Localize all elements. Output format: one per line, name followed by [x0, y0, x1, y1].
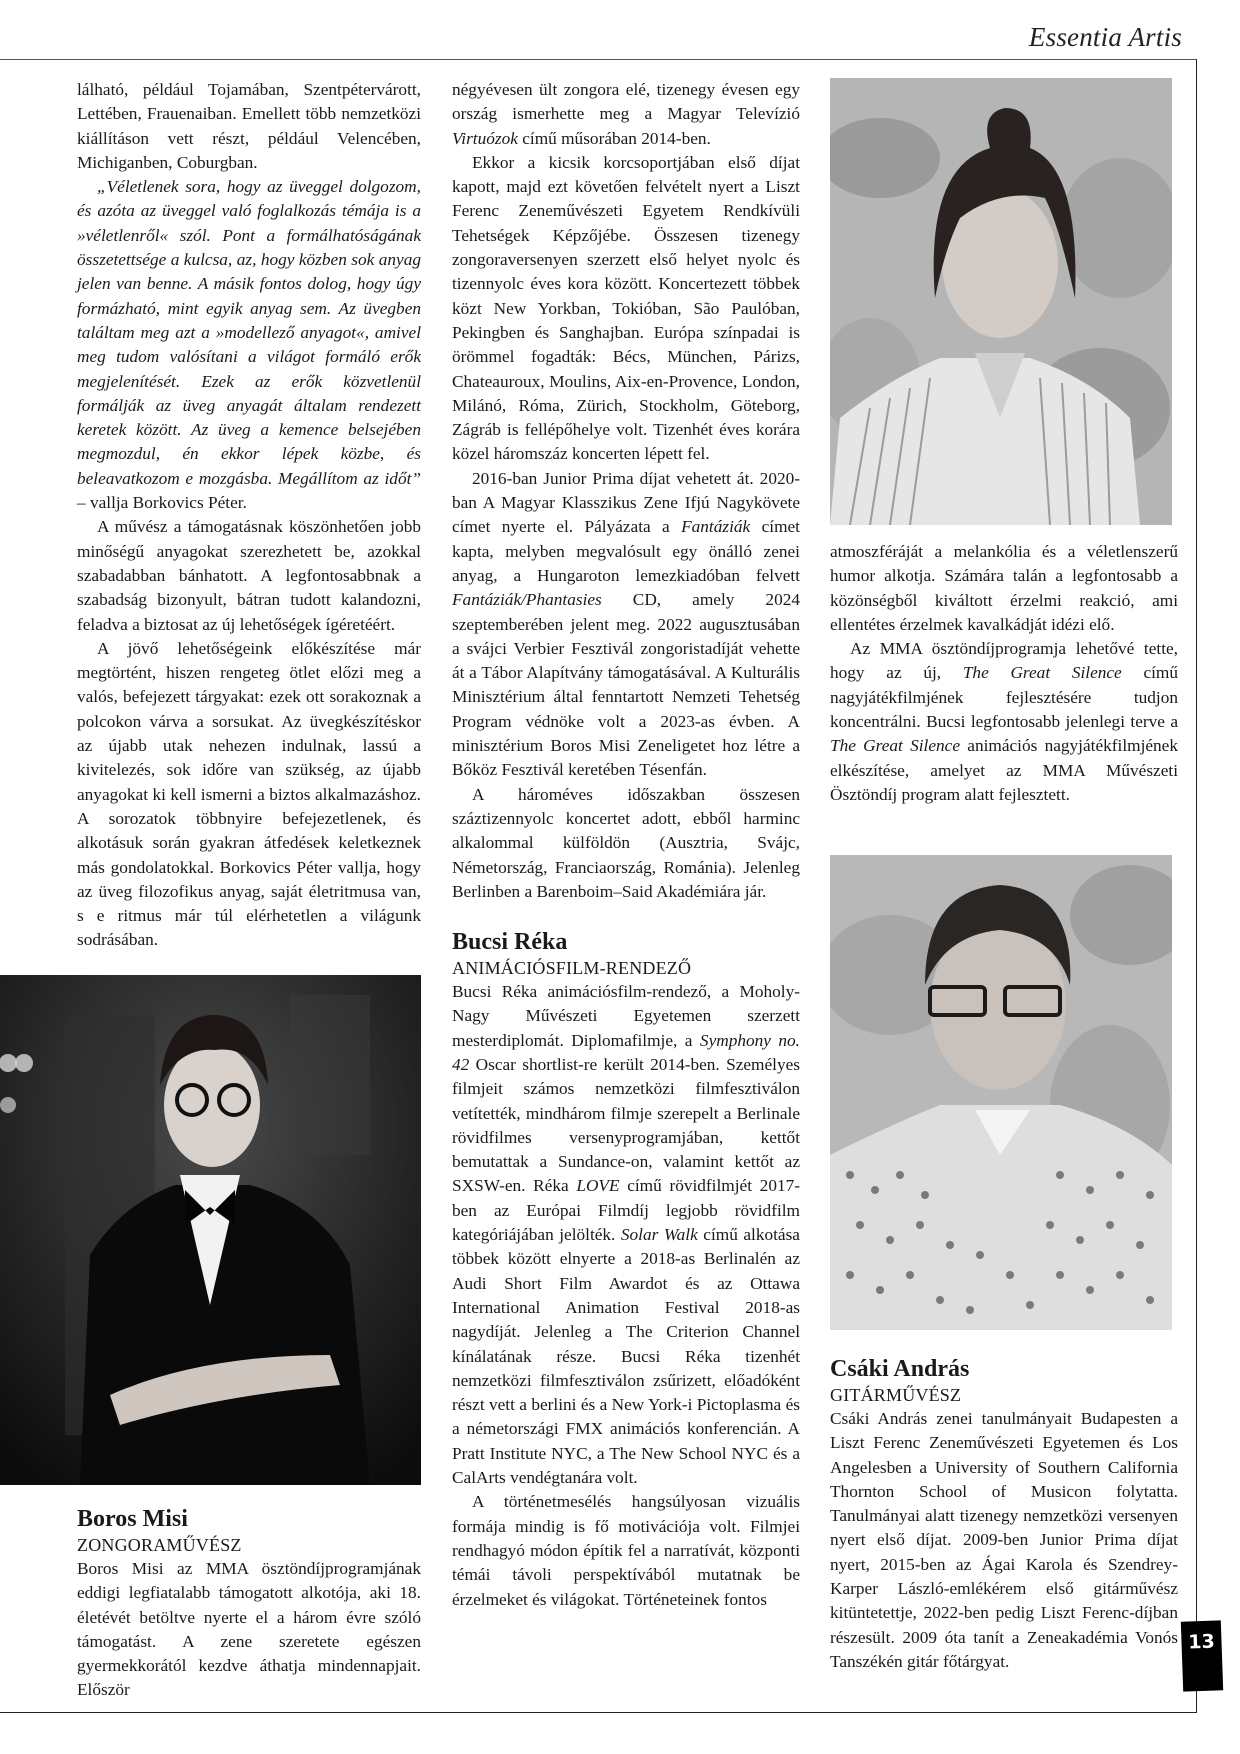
text-run: – vallja Borkovics Péter.: [77, 493, 247, 513]
text-run: CD, amely 2024 szeptemberében jelent meg. 2022 augusztusában a svájci Verbier Fesztivál zongoristadíját vehette át a Tábor Alapítvány támogatásával. A Kulturális Minisztérium által fenntartott Nemzeti Tehetség Program védnöke volt a 2023-as évben. A minisztérium Boros Misi Zeneligetet hoz létre a Bőköz Fesztivál keretében Tésenfán.: [452, 590, 800, 780]
italic-title: Virtuózok: [452, 128, 518, 148]
text-run: című műsorában 2014-ben.: [517, 128, 711, 148]
profile-intro: Boros Misi az MMA ösztöndíjprogramjának eddigi legfiatalabb támogatott alkotója, aki 18. életévét betöltve nyerte el a három évre szóló támogatást. A zene szeretete egészen gyermekkorától kezdve áthatja mindennapjait. Először: [77, 1559, 421, 1700]
text-run: atmoszféráját a melankólia és a véletlenszerű humor alkotja. Számára talán a legfontosabb a közönségből kiváltott érzelmi reakció, ami ellentétes érzelmek kavalkádját idézi elő.: [830, 542, 1178, 634]
column-2: [452, 78, 800, 1612]
text-run: négyévesen ült zongora elé, tizenegy évesen egy ország ismerhette meg a Magyar Televízió: [452, 80, 800, 124]
paragraph: [77, 175, 421, 515]
paragraph: [77, 637, 421, 953]
paragraph: [452, 783, 800, 904]
text-run: A történetmesélés hangsúlyosan vizuális formája mindig is fő motivációja volt. Filmjei rendhagyó módon építik fel a narratívát, központi témái távoli perspektívából mutatnak be érzelmeket és világokat. Történeteinek fontos: [452, 1492, 800, 1609]
profile-name-bucsi-reka: Bucsi Réka: [452, 929, 568, 956]
italic-title: The Great Silence: [962, 663, 1122, 683]
article-text: [77, 78, 421, 953]
paragraph: [77, 78, 421, 175]
text-run: Az MMA ösztöndíjprogramja lehetővé tette, hogy az új,: [830, 639, 1178, 683]
photo-bucsi-reka: [830, 78, 1172, 525]
portrait-image: [830, 855, 1172, 1330]
text-run: Csáki András zenei tanulmányait Budapesten a Liszt Ferenc Zeneművészeti Egyetemen és Los Angelesben a University of Southern California Thornton School of Musicon folytatta. Tanulmányai alatt tizenegy nemzetközi versenyen nyert első díjat. 2009-ben Junior Prima díjat nyert, 2015-ben az Ágai Karola és Szendrey-Karper László-emlékérem első gitárművész kitüntetettje, 2022-ben pedig Liszt Ferenc-díjban részesült. 2009 óta tanít a Zeneakadémia Vonós Tanszékén gitár főtárgyat.: [830, 1409, 1178, 1671]
paragraph: [452, 1490, 800, 1611]
paragraph: [77, 515, 421, 636]
text-run: A jövő lehetőségeink előkészítése már megtörtént, hiszen rengeteg ötlet előzi meg a valós, befejezett tárgyakat: ezek ott sorakoznak a polcokon várva a sorsukat. Az üvegkészítéskor az újabb utak nehezen indulnak, lassú a kivitelezés, sok időre van szükség, az újabb anyagokat ki kell ismerni a biztos alkalmazáshoz. A sorozatok többnyire befejezetlenek, és alkotásuk során gyakran átfedések keletkeznek más gondolatokkal. Borkovics Péter vallja, hogy az üveg filozofikus anyag, saját életritmusa van, s e ritmus már túl elérhetetlen a világunk sodrásában.: [77, 638, 421, 950]
text-run: Bucsi Réka animációsfilm-rendező, a Moholy-Nagy Művészeti Egyetemen szerzett mesterdiplomát. Diplomafilmje, a: [452, 982, 800, 1050]
column-1-article-continuation: [77, 78, 421, 953]
bucsi-reka-bio-continued: [830, 540, 1178, 807]
portrait-image: [830, 78, 1172, 525]
italic-title: Fantáziák/Phantasies: [452, 590, 602, 610]
paragraph: [830, 637, 1178, 807]
text-run: című alkotása többek között elnyerte a 2018-as Berlinalén az Audi Short Film Awardot és az Ottawa International Animation Festival 2018-as nagydíját. Jelenleg a The Criterion Channel kínálatának része. Bucsi Réka tizenhét nemzetközi filmfesztiválon zsűrizett, előadóként részt vett a berlini és a New York-i Pictoplasma és a németországi FMX animációs konferencián. A Pratt Institute NYC, a The New School NYC és a CalArts vendégtanára volt.: [452, 1225, 800, 1488]
paragraph: [452, 980, 800, 1490]
boros-misi-bio-continued: [452, 78, 800, 904]
text-run: A hároméves időszakban összesen száztizennyolc koncertet adott, ebből harminc alkalommal külföldön (Ausztria, Svájc, Németország, Franciaország, Románia). Jelenleg Berlinben a Barenboim–Said Akadémiára jár.: [452, 784, 800, 901]
paragraph: [830, 1407, 1178, 1674]
text-run: Oscar shortlist-re került 2014-ben. Személyes filmjeit számos nemzetközi filmfesztiválon vetítették, mindhárom filmje szerepelt a Berlinale rövidfilmes versenyprogramjában, kettőt bemutattak a Sundance-on, valamint kettőt az SXSW-en. Réka: [452, 1054, 800, 1196]
profile-boros-misi: [77, 1505, 421, 1703]
text-run: 2016-ban Junior Prima díjat vehetett át. 2020-ban A Magyar Klasszikus Zene Ifjú Nagykövete címet nyerte el. Pályázata a: [452, 468, 800, 537]
profile-csaki-andras: [830, 1355, 1178, 1674]
italic-title: Fantáziák: [681, 517, 751, 537]
italic-title: Symphony no. 42: [452, 1030, 800, 1074]
text-run: lálható, például Tojamában, Szentpétervárott, Lettében, Frauenaiban. Emellett több nemzetközi kiállításon vett részt, például Velencében, Michiganben, Coburgban.: [77, 80, 421, 172]
paragraph: [452, 78, 800, 151]
photo-boros-misi: [0, 975, 421, 1485]
text-run: címet kapta, melyben megvalósult egy önálló zenei anyag, a Hungaroton lemezkiadóban felvett: [452, 517, 800, 585]
italic-title: Solar Walk: [620, 1225, 698, 1245]
page-number-badge: 13: [1181, 1620, 1223, 1691]
profile-name: Boros Misi: [77, 1506, 188, 1532]
text-run: című rövidfilmjét 2017-ben az Európai Filmdíj legjobb rövidfilm kategóriájában jelölték.: [452, 1176, 801, 1245]
bucsi-continued-text: [830, 540, 1178, 807]
italic-title: LOVE: [576, 1176, 620, 1196]
paragraph: [452, 151, 800, 467]
profile-role: GITÁRMŰVÉSZ: [830, 1385, 962, 1405]
italic-title: The Great Silence: [830, 736, 961, 756]
profile-name: Csáki András: [830, 1356, 970, 1382]
text-run: A művész a támogatásnak köszönhetően jobb minőségű anyagokat szerezhetett be, azokkal szabadabban bánhatott. A legfontosabbnak a szabadság bizonyult, bátran tudott kalandozni, feladva a biztosat az új lehetőségek ígéretéért.: [77, 517, 421, 634]
text-run: című nagyjátékfilmjének fejlesztésére tudjon koncentrálni. Bucsi legfontosabb jelenlegi terve a: [830, 663, 1178, 732]
running-head: Essentia Artis: [1028, 22, 1182, 52]
photo-csaki-andras: [830, 855, 1172, 1330]
text-run: animációs nagyjátékfilmjének elkészítése, amelyet az MMA Művészeti Ösztöndíj program alatt fejlesztett.: [830, 736, 1178, 804]
paragraph: [830, 540, 1178, 637]
portrait-image: [0, 975, 421, 1485]
profile-role: ZONGORAMŰVÉSZ: [77, 1535, 242, 1555]
profile-role-bucsi-reka: ANIMÁCIÓSFILM-RENDEZŐ: [452, 958, 692, 979]
csaki-andras-bio: [830, 1407, 1178, 1674]
text-run: Ekkor a kicsik korcsoportjában első díjat kapott, majd ezt követően felvételt nyert a Liszt Ferenc Zeneművészeti Egyetem Rendkívüli Tehetségek Képzőjébe. Összesen tizenegy zongoraversenyen szerzett első helyet nyolc és tizennyolc éves kora között. Koncertezett többek közt New Yorkban, Tokióban, São Paulóban, Pekingben és Sanghajban. Európa színpadai is örömmel fogadták: Bécs, München, Párizs, Chateauroux, Moulins, Aix-en-Provence, London, Milánó, Róma, Zürich, Stockholm, Göteborg, Zágráb is fellépőhelye volt. Tizenhét éves korára közel háromszáz koncerten lépett fel.: [452, 152, 800, 464]
italic-title: „Véletlenek sora, hogy az üveggel dolgozom, és azóta az üveggel való foglalkozás témája is a »véletlenről« szól. Pont a formálhatóságának összetettsége a kulcsa, az, hogy közben sok anyag jelen van benne. A másik fontos dolog, hogy úgy formázható, mint egyik anyag sem. Az üvegben találtam meg azt a »modellező anyagot«, amivel meg tudom valósítani a világot formáló erők megjelenítését. Ezek az erők közvetlenül formálják az üveg anyagát általam rendezett keretek között. Az üveg a kemence belsejében megmozdul, én ekkor lépek közbe, és beleavatkozom e mozgásba. Megállítom az időt”: [77, 177, 421, 488]
paragraph: [452, 467, 800, 783]
bucsi-reka-bio: [452, 980, 800, 1612]
